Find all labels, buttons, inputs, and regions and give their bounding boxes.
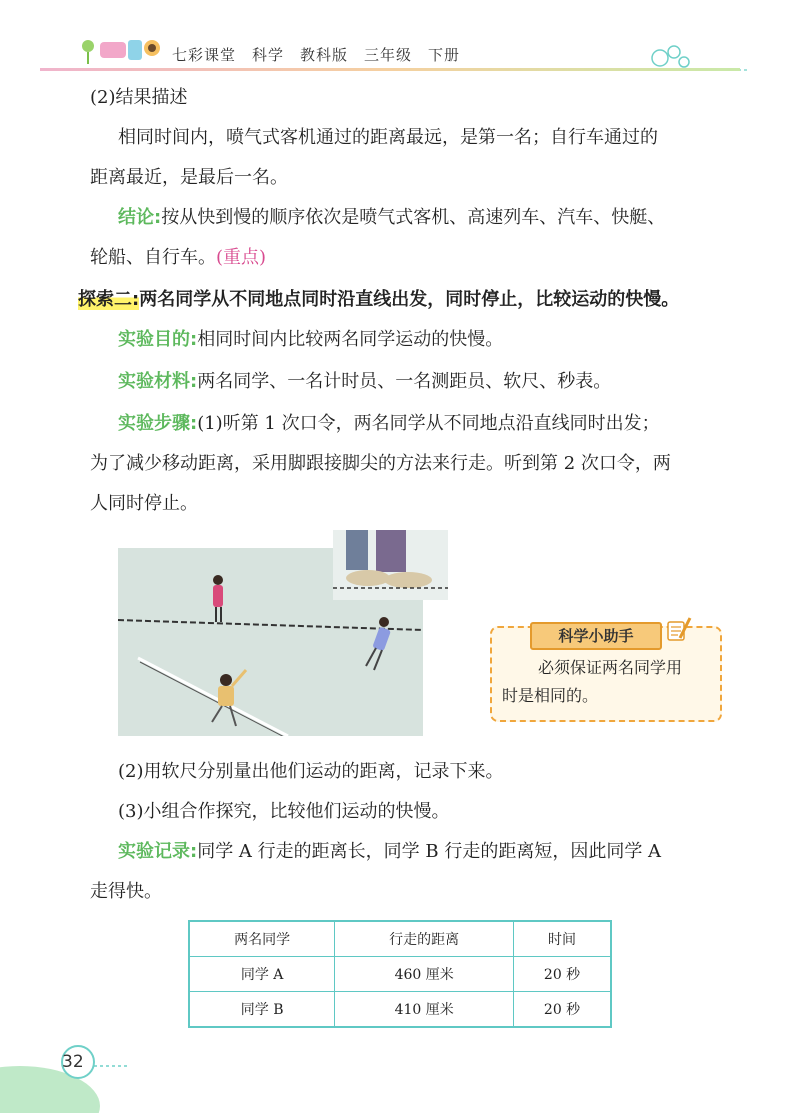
record-text-1: 同学 A 行走的距离长，同学 B 行走的距离短，因此同学 A <box>197 841 662 862</box>
page-number-decoration <box>0 1036 140 1113</box>
purpose-line <box>118 328 503 352</box>
materials-text: 两名同学、一名计时员、一名测距员、软尺、秒表。 <box>197 371 612 392</box>
pencil-icon <box>662 614 696 648</box>
helper-text-line-2: 时是相同的。 <box>502 686 599 705</box>
steps-line-1 <box>118 412 660 436</box>
header-title: 七彩课堂 科学 教科版 三年级 下册 <box>172 46 461 64</box>
step1-text-1: (1)听第 1 次口令，两名同学从不同地点沿直线同时出发； <box>197 413 660 434</box>
table-cell: 410 厘米 <box>335 991 514 1027</box>
science-helper-box <box>490 622 720 720</box>
result-paragraph-line-1: 相同时间内，喷气式客机通过的距离最远，是第一名；自行车通过的 <box>118 127 658 148</box>
helper-title: 科学小助手 <box>530 622 662 650</box>
conclusion-label: 结论: <box>118 207 162 228</box>
page-number: 32 <box>62 1052 84 1072</box>
record-table <box>188 920 612 1028</box>
table-cell: 20 秒 <box>514 957 611 992</box>
conclusion-line-2 <box>90 246 266 270</box>
table-cell: 同学 B <box>189 991 335 1027</box>
table-cell: 460 厘米 <box>335 957 514 992</box>
table-header-row <box>189 921 611 957</box>
key-point-tag: (重点) <box>216 247 267 268</box>
conclusion-text-2: 轮船、自行车。 <box>90 247 216 268</box>
purpose-text: 相同时间内比较两名同学运动的快慢。 <box>197 329 504 350</box>
table-row <box>189 957 611 992</box>
step1-text-3: 人同时停止。 <box>90 493 198 514</box>
table-header-cell: 两名同学 <box>189 921 335 957</box>
explore2-title: 两名同学从不同地点同时沿直线出发，同时停止，比较运动的快慢。 <box>139 289 680 310</box>
record-text-2: 走得快。 <box>90 881 162 902</box>
conclusion-line-1 <box>118 206 665 230</box>
brand-logo-icon <box>78 34 164 66</box>
conclusion-text: 按从快到慢的顺序依次是喷气式客机、高速列车、汽车、快艇、 <box>161 207 666 228</box>
record-line-1 <box>118 840 661 864</box>
helper-text <box>502 654 708 710</box>
table-cell: 20 秒 <box>514 991 611 1027</box>
header-divider <box>40 68 740 71</box>
materials-line <box>118 370 611 394</box>
step1-text-2: 为了减少移动距离，采用脚跟接脚尖的方法来行走。听到第 2 次口令，两 <box>90 453 671 474</box>
purpose-label: 实验目的: <box>118 329 198 350</box>
step3-text: (3)小组合作探究，比较他们运动的快慢。 <box>118 801 450 822</box>
explore2-label: 探索二: <box>78 289 140 310</box>
result-paragraph-line-2: 距离最近，是最后一名。 <box>90 167 288 188</box>
materials-label: 实验材料: <box>118 371 198 392</box>
page-header <box>0 0 800 80</box>
table-cell: 同学 A <box>189 957 335 992</box>
table-row <box>189 991 611 1027</box>
experiment-illustration <box>118 530 448 736</box>
table-header-cell: 行走的距离 <box>335 921 514 957</box>
table-header-cell: 时间 <box>514 921 611 957</box>
steps-label: 实验步骤: <box>118 413 198 434</box>
explore2-title-line <box>78 288 679 312</box>
record-label: 实验记录: <box>118 841 198 862</box>
step2-text: (2)用软尺分别量出他们运动的距离，记录下来。 <box>118 761 504 782</box>
helper-text-line-1: 必须保证两名同学用 <box>538 658 683 677</box>
result-heading: (2)结果描述 <box>90 87 188 108</box>
